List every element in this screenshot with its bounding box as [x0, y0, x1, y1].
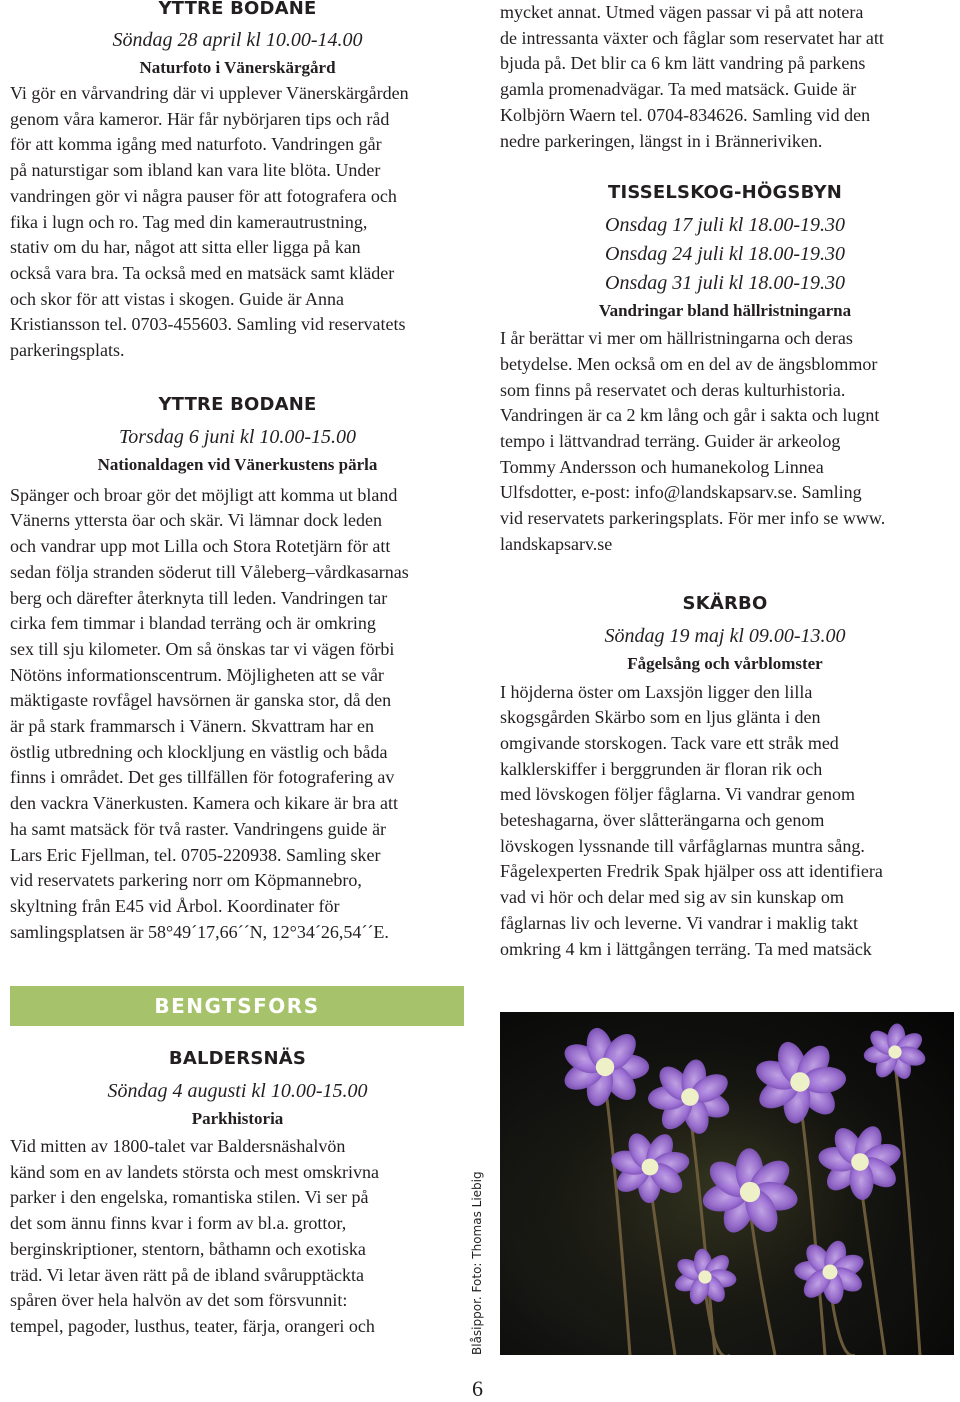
body-line: Tommy Andersson och humanekolog Linnea: [500, 456, 824, 477]
body-line: nedre parkeringen, längst in i Bränneriviken.: [500, 130, 823, 151]
event-title: Parkhistoria: [191, 1109, 284, 1128]
left-column-bottom: [10, 1046, 465, 1340]
body-line: omgivande storskogen. Tack vare ett stråk med: [500, 732, 839, 753]
left-column-top: [10, 0, 465, 945]
flower-center: [851, 1153, 869, 1171]
event-body: [500, 326, 950, 557]
body-line: för att komma igång med naturfoto. Vandringen går: [10, 134, 382, 155]
body-line: Lars Eric Fjellman, tel. 0705-220938. Samling sker: [10, 844, 381, 865]
body-line: Vänerns yttersta öar och skär. Vi lämnar dock leden: [10, 510, 382, 531]
event-body: [10, 483, 465, 946]
flower-illustration: [500, 1012, 954, 1355]
flower-center: [681, 1088, 699, 1106]
event-date: Söndag 28 april kl 10.00-14.00: [112, 29, 363, 51]
event-body: [10, 1134, 465, 1340]
body-line: gamla promenadvägar. Ta med matsäck. Guide är: [500, 79, 857, 100]
body-line: skogsgården Skärbo som en ljus glänta i den: [500, 707, 821, 728]
body-line: Vandringen är ca 2 km lång och går i sakta och lugnt: [500, 405, 880, 426]
body-line: kalklerskiffer i berggrunden är floran rik och: [500, 758, 823, 779]
body-line: med lövskogen följer fåglarna. Vi vandrar genom: [500, 784, 855, 805]
section-tisselskog: [500, 180, 950, 557]
body-line: landskapsarv.se: [500, 533, 613, 554]
body-line: Fågelexperten Fredrik Spak hjälper oss att identifiera: [500, 861, 883, 882]
body-line: spåren över hela halvön av det som försvunnit:: [10, 1290, 348, 1311]
flower-center: [888, 1045, 901, 1058]
body-line: östlig utbredning och klockljung en västlig och båda: [10, 741, 388, 762]
event-date: Onsdag 31 juli kl 18.00-19.30: [605, 272, 845, 295]
section-skarbo: [500, 591, 950, 963]
body-line: också vara bra. Ta också med en matsäck samt kläder: [10, 262, 395, 283]
section-heading: TISSELSKOG-HÖGSBYN: [607, 182, 843, 204]
section-heading: BALDERSNÄS: [168, 1048, 307, 1069]
flower-center: [790, 1072, 809, 1091]
section-baldersnas: [10, 1046, 465, 1340]
body-line: Ulfsdotter, e-post: info@landskapsarv.se. Samling: [500, 482, 862, 503]
body-line: lövskogen lyssnande till vårfåglarnas muntra sång.: [500, 835, 865, 856]
body-line: Vid mitten av 1800-talet var Baldersnäshalvön: [10, 1136, 346, 1156]
body-line: parker i den engelska, romantiska stilen. Vi ser på: [10, 1187, 369, 1208]
body-line: fåglarnas liv och leverne. Vi vandrar i maklig takt: [500, 912, 858, 933]
body-line: I år berättar vi mer om hällristningarna och deras: [500, 328, 853, 349]
right-column: [500, 0, 950, 962]
event-date: Torsdag 6 juni kl 10.00-15.00: [118, 425, 357, 448]
body-line: känd som en av landets största och mest omskrivna: [10, 1161, 379, 1182]
event-date: Onsdag 17 juli kl 18.00-19.30: [605, 214, 845, 237]
event-title: Fågelsång och vårblomster: [627, 653, 823, 673]
body-line: skyltning från E45 vid Årbol. Koordinater för: [10, 895, 340, 916]
body-line: cirka fem timmar i blandad terräng och är omkring: [10, 613, 376, 634]
page-number: 6: [472, 1376, 483, 1401]
event-dates: [500, 211, 950, 298]
body-line: och vandrar upp mot Lilla och Stora Rotetjärn för att: [10, 536, 391, 557]
body-line: Nötöns informationscentrum. Möjligheten att se vår: [10, 664, 384, 685]
body-line: på naturstigar som ibland kan vara lite blöta. Under: [10, 160, 381, 181]
body-line: är på stark frammarsch i Vänern. Skvattram har en: [10, 716, 375, 737]
body-line: tempo i lättvandrad terräng. Guider är arkeolog: [500, 431, 841, 452]
event-body: [500, 680, 950, 963]
event-date: Onsdag 24 juli kl 18.00-19.30: [605, 243, 845, 266]
body-line: Kolbjörn Waern tel. 0704-834626. Samling vid den: [500, 104, 871, 125]
body-line: vad vi hör och delar med sig av sin kunskap om: [500, 887, 844, 908]
body-line: stativ om du har, något att sitta eller ligga på kan: [10, 237, 361, 258]
section-heading: SKÄRBO: [682, 592, 768, 614]
body-line: tempel, pagoder, lusthus, teater, färja, orangeri och: [10, 1315, 375, 1336]
flower-center: [596, 1058, 614, 1076]
body-line: berg och därefter återknyta till leden. Vandringen tar: [10, 587, 388, 608]
body-line: som finns på reservatet och deras kulturhistoria.: [500, 379, 846, 400]
flower-center: [740, 1182, 760, 1202]
continued-text: [500, 0, 950, 154]
hepatica-flowers-photo: [500, 1012, 954, 1355]
body-line: beteshagarna, över slåtterängarna och genom: [500, 810, 825, 831]
region-banner: BENGTSFORS: [10, 986, 464, 1026]
body-line: genom våra kameror. Här får nybörjaren tips och råd: [10, 108, 390, 129]
body-line: mäktigaste rovfågel havsörnen är ganska stor, då den: [10, 690, 392, 711]
event-title: Naturfoto i Vänerskärgård: [139, 58, 336, 77]
section-heading: YTTRE BODANE: [158, 393, 317, 415]
body-line: de intressanta växter och fåglar som reservatet har att: [500, 27, 884, 48]
event-date: Söndag 19 maj kl 09.00-13.00: [604, 624, 846, 647]
body-line: vid reservatets parkering norr om Köpmannebro,: [10, 870, 362, 891]
body-line: Spänger och broar gör det möjligt att komma ut bland: [10, 484, 398, 505]
body-line: Kristiansson tel. 0703-455603. Samling vid reservatets: [10, 314, 406, 335]
body-line: vandringen gör vi några pauser för att fotografera och: [10, 185, 397, 206]
body-line: finns i området. Det ges tillfällen för fotografering av: [10, 767, 395, 788]
body-line: vid reservatets parkeringsplats. För mer info se www.: [500, 508, 886, 529]
event-body: [10, 81, 465, 364]
flower-center: [642, 1159, 659, 1176]
flower-center: [823, 1265, 838, 1280]
flower-center: [698, 1270, 711, 1283]
event-title: Vandringar bland hällristningarna: [598, 301, 852, 321]
body-line: samlingsplatsen är 58°49´17,66´´N, 12°34´26,54´´E.: [10, 921, 389, 942]
section-yttre-bodane-juni: [10, 392, 465, 946]
body-line: det som ännu finns kvar i form av bl.a. grottor,: [10, 1213, 347, 1234]
body-line: mycket annat. Utmed vägen passar vi på att notera: [500, 2, 864, 22]
body-line: bjuda på. Det blir ca 6 km lätt vandring på parkens: [500, 53, 866, 74]
body-line: fika i lugn och ro. Tag med din kamerautrustning,: [10, 211, 368, 232]
body-line: träd. Vi letar även rätt på de ibland svårupptäckta: [10, 1264, 364, 1285]
body-line: den vackra Vänerkusten. Kamera och kikare är bra att: [10, 793, 398, 814]
section-heading: YTTRE BODANE: [158, 0, 317, 19]
body-line: berginskriptioner, stentorn, båthamn och exotiska: [10, 1238, 366, 1259]
body-line: sedan följa stranden söderut till Våleberg–vårdkasarnas: [10, 561, 409, 582]
body-line: omkring 4 km i lättgången terräng. Ta med matsäck: [500, 938, 872, 959]
body-line: betydelse. Men också om en del av de ängsblommor: [500, 353, 878, 374]
body-line: I höjderna öster om Laxsjön ligger den lilla: [500, 681, 813, 702]
event-date: Söndag 4 augusti kl 10.00-15.00: [107, 1080, 368, 1102]
event-title: Nationaldagen vid Vänerkustens pärla: [97, 454, 378, 474]
body-line: parkeringsplats.: [10, 340, 125, 361]
body-line: och skor för att vistas i skogen. Guide är Anna: [10, 288, 344, 309]
body-line: Vi gör en vårvandring där vi upplever Vänerskärgården: [10, 83, 409, 103]
body-line: ha samt matsäck för två raster. Vandringens guide är: [10, 818, 387, 839]
section-yttre-bodane-april: [10, 0, 465, 364]
body-line: sex till sju kilometer. Om så önskas tar vi vägen förbi: [10, 638, 395, 659]
